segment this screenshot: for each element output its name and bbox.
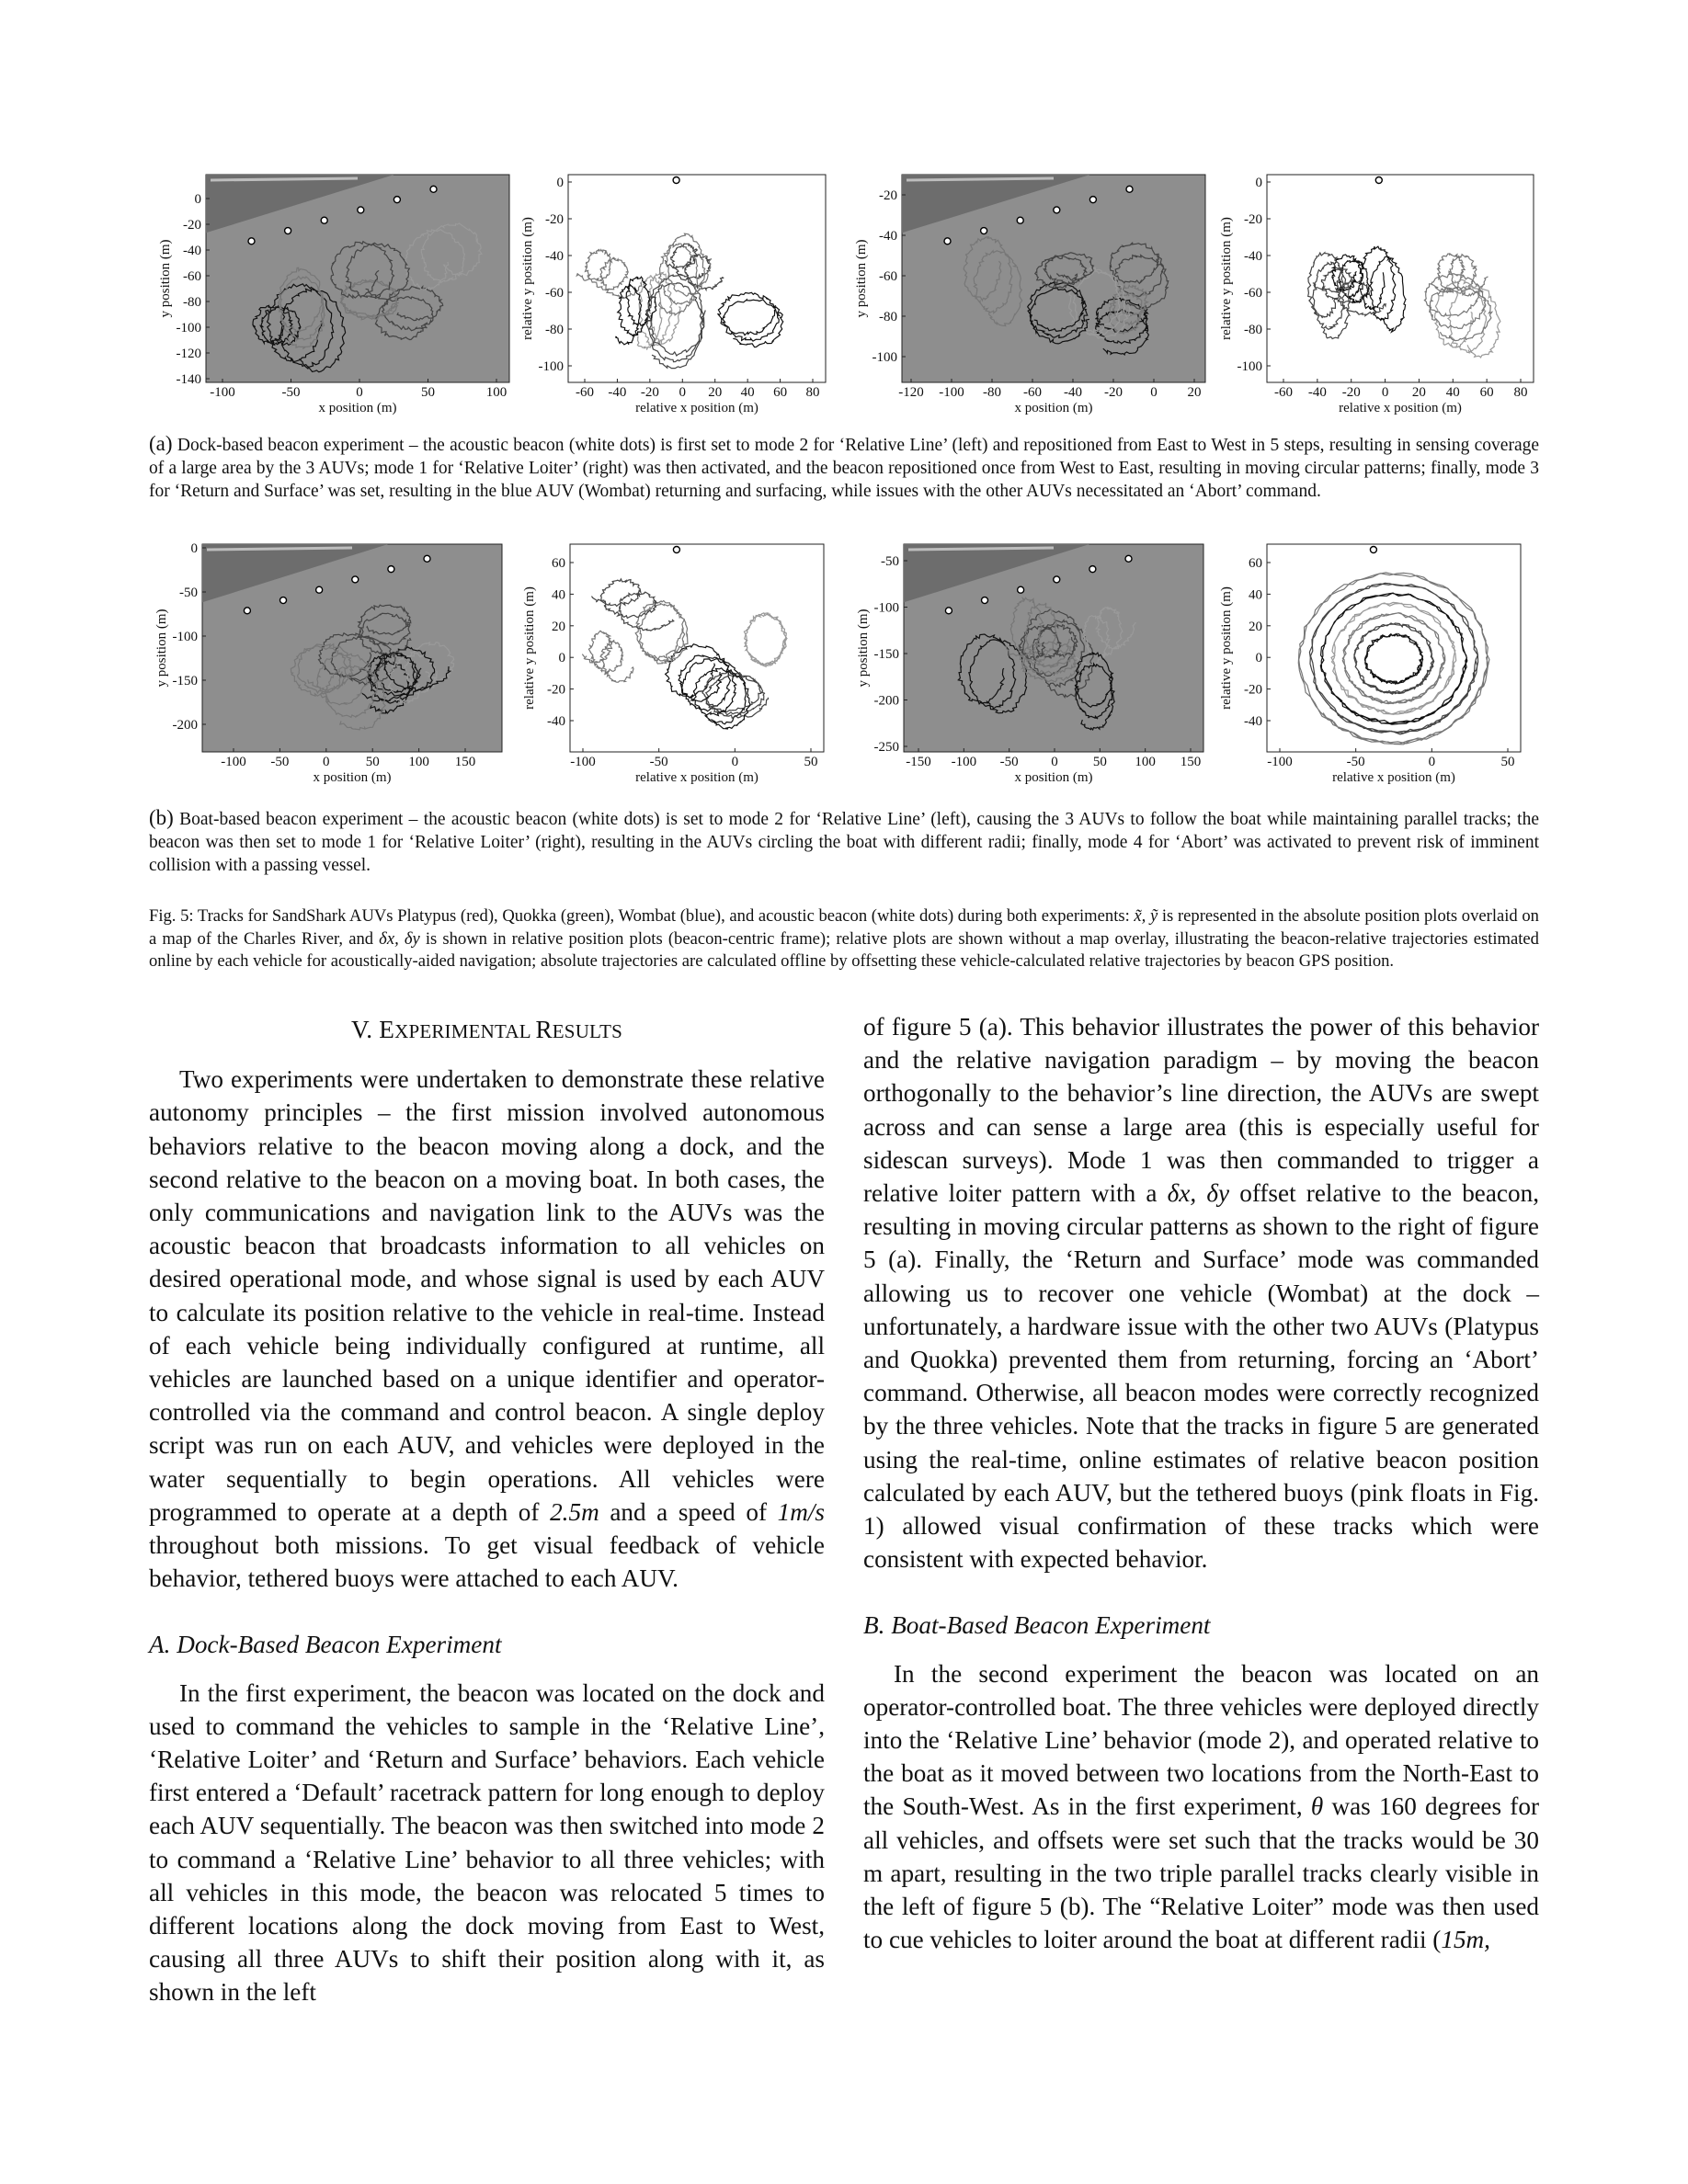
right-text-b: offset relative to the beacon, resulting in moving circular patterns as shown to the right of figure 5 (a). Finally, the ‘Return and Surface’ mode was commanded allowing us to recover one vehicle (Wombat) at the dock – unfortunately, a hardware issue with the other two AUVs (Platypus and Quokka) prevented them from returning, forcing an ‘Abort’ command. Otherwise, all beacon modes were correctly recognized by the three vehicles. Note that the tracks in figure 5 are generated using the real-time, online estimates of relative beacon position calculated by each AUV, but the tethered buoys (pink floats in Fig. 1) allowed visual confirmation of these tracks which were consistent with expected behavior. xyxy=(863,1179,1539,1574)
x-axis-label: x position (m) xyxy=(1014,770,1093,785)
figure-caption-math2: δx, δy xyxy=(379,928,420,949)
plot-a4-svg xyxy=(1212,173,1543,416)
x-tick-label: 0 xyxy=(1381,385,1389,400)
subsection-b-math-theta: θ xyxy=(1310,1792,1324,1821)
x-tick-label: -40 xyxy=(608,385,627,400)
caption-a-label: (a) xyxy=(149,432,173,455)
beacon-dot xyxy=(944,238,951,245)
dock-shape xyxy=(207,548,352,550)
beacon-dot xyxy=(321,217,327,223)
plot-b3-group xyxy=(856,544,1203,785)
x-axis-label: x position (m) xyxy=(1014,401,1093,415)
caption-b xyxy=(149,806,1539,877)
y-tick-label: 60 xyxy=(1249,556,1262,571)
x-axis-label: relative x position (m) xyxy=(635,401,758,415)
x-axis-label: relative x position (m) xyxy=(1339,401,1462,415)
subsection-b-title: B. Boat-Based Beacon Experiment xyxy=(863,1611,1211,1640)
x-tick-label: 40 xyxy=(1445,385,1460,400)
y-tick-label: -20 xyxy=(547,682,565,698)
plot-a2 xyxy=(515,173,837,416)
y-axis-label: y position (m) xyxy=(158,239,173,318)
y-tick-label: -60 xyxy=(183,269,201,284)
section-title-E: E xyxy=(379,1016,395,1043)
y-tick-label: -40 xyxy=(1244,249,1262,264)
plot-a2-svg xyxy=(515,173,837,416)
y-tick-label: -60 xyxy=(879,269,897,284)
y-tick-label: -50 xyxy=(881,554,899,569)
beacon-dot xyxy=(358,207,364,213)
y-tick-label: -40 xyxy=(183,244,201,258)
y-axis-label: y position (m) xyxy=(856,609,871,688)
plot-frame xyxy=(1267,544,1521,752)
x-axis-label: x position (m) xyxy=(313,770,392,785)
y-tick-label: -40 xyxy=(547,714,565,729)
caption-a xyxy=(149,432,1539,503)
right-column xyxy=(863,1010,1539,1956)
plot-b2 xyxy=(515,542,837,791)
plot-b1-group xyxy=(154,541,502,785)
y-tick-label: -60 xyxy=(545,286,564,301)
beacon-dot xyxy=(981,228,987,234)
y-tick-label: -50 xyxy=(179,586,198,600)
x-tick-label: -60 xyxy=(576,385,594,400)
section-number: V. xyxy=(350,1016,373,1043)
section-title-rest2: ESULTS xyxy=(552,1020,623,1042)
subsection-a-paragraph: In the first experiment, the beacon was located on the dock and used to command the vehicles to sample in the ‘Relative Line’, ‘Relative Loiter’ and ‘Return and Surface’ behaviors. Each vehicle first entered a ‘Default’ racetrack pattern for long enough to deploy each AUV sequentially. The beacon was then switched into mode 2 to command a ‘Relative Line’ behavior to all three vehicles; with all vehicles in this mode, the beacon was relocated 5 times to different locations along the dock moving from East to West, causing all three AUVs to shift their position along with it, as shown in the left xyxy=(149,1678,825,2007)
plot-b4-svg xyxy=(1212,542,1543,791)
y-tick-label: -60 xyxy=(1244,286,1262,301)
right-math-offsets: δx, δy xyxy=(1167,1179,1230,1208)
x-tick-label: -100 xyxy=(570,755,596,769)
x-tick-label: -100 xyxy=(1267,755,1293,769)
caption-b-label: (b) xyxy=(149,806,174,829)
x-tick-label: 20 xyxy=(1411,385,1426,400)
x-tick-label: -40 xyxy=(1307,385,1327,400)
y-tick-label: -100 xyxy=(872,350,897,365)
x-tick-label: -50 xyxy=(999,755,1019,769)
y-tick-label: -20 xyxy=(545,212,564,227)
subsection-b-text-a: In the second experiment the beacon was located on an operator-controlled boat. The three vehicles were deployed directly into the ‘Relative Line’ behavior (mode 2), and operated relative to the boat as it moved between two locations from the North-East to the South-West. As in the first experiment, xyxy=(863,1659,1539,1821)
beacon-dot xyxy=(1054,207,1060,213)
x-tick-label: 0 xyxy=(1051,755,1058,769)
beacon-dot xyxy=(1089,566,1096,573)
beacon-dot xyxy=(393,197,400,203)
x-tick-label: 20 xyxy=(708,385,723,400)
plot-a3 xyxy=(850,173,1218,416)
beacon-dot xyxy=(1089,197,1096,203)
figure-caption-part3: is shown in relative position plots (beacon-centric frame); relative plots are shown without a map overlay, illustrating the beacon-relative trajectories estimated online by each vehicle for acoustically-aided navigation; absolute trajectories are calculated offline by offsetting these vehicle-calculated relative trajectories by beacon GPS position. xyxy=(149,928,1539,971)
beacon-dot xyxy=(982,597,988,604)
plot-b3-svg xyxy=(850,542,1218,791)
y-tick-label: -100 xyxy=(873,600,899,616)
x-tick-label: 0 xyxy=(1428,755,1436,769)
x-tick-label: 150 xyxy=(1180,755,1202,769)
beacon-dot xyxy=(1125,555,1132,562)
dock-shape xyxy=(908,548,1054,550)
y-tick-label: 0 xyxy=(194,192,201,207)
beacon-dot xyxy=(945,608,952,614)
y-tick-label: -120 xyxy=(176,347,201,361)
x-axis-label: relative x position (m) xyxy=(635,770,758,785)
x-tick-label: -50 xyxy=(649,755,668,769)
intro-paragraph xyxy=(149,1063,825,1595)
x-tick-label: 60 xyxy=(773,385,788,400)
plot-a4-group xyxy=(1219,175,1534,415)
section-title-rest1: XPERIMENTAL xyxy=(394,1020,536,1042)
x-tick-label: 100 xyxy=(485,385,508,400)
y-axis-label: relative y position (m) xyxy=(520,217,535,340)
beacon-dot xyxy=(352,576,359,583)
subsection-b-math-radius: 15m, xyxy=(1441,1926,1490,1954)
beacon-dot xyxy=(1017,217,1023,223)
section-title-R: R xyxy=(535,1016,553,1043)
beacon-dot xyxy=(1054,576,1060,583)
plot-frame xyxy=(1267,175,1534,382)
x-axis-label: relative x position (m) xyxy=(1332,770,1455,785)
right-continuation-paragraph xyxy=(863,1010,1539,1575)
plot-a3-svg xyxy=(850,173,1218,416)
y-tick-label: 20 xyxy=(1249,619,1262,634)
y-axis-label: y position (m) xyxy=(154,609,169,688)
y-axis-label: relative y position (m) xyxy=(1219,586,1234,710)
y-tick-label: 20 xyxy=(552,619,565,634)
y-tick-label: -150 xyxy=(172,674,198,688)
subsection-b-paragraph xyxy=(863,1657,1539,1957)
x-tick-label: 150 xyxy=(454,755,476,769)
y-tick-label: -100 xyxy=(176,321,201,336)
x-tick-label: 60 xyxy=(1479,385,1494,400)
x-tick-label: 50 xyxy=(365,755,380,769)
intro-text-c: throughout both missions. To get visual feedback of vehicle behavior, tethered buoys were attached to each AUV. xyxy=(149,1531,825,1593)
y-tick-label: -20 xyxy=(1244,682,1262,698)
y-tick-label: 0 xyxy=(558,651,565,666)
plot-a1-group xyxy=(158,175,509,415)
beacon-dot xyxy=(430,186,437,192)
intro-math-speed: 1m/s xyxy=(777,1497,826,1526)
plot-b4 xyxy=(1212,542,1543,791)
x-tick-label: -20 xyxy=(1341,385,1361,400)
x-tick-label: -120 xyxy=(898,385,924,400)
y-tick-label: 0 xyxy=(1255,176,1262,190)
plot-a4 xyxy=(1212,173,1543,416)
x-tick-label: -40 xyxy=(1064,385,1082,400)
x-tick-label: 0 xyxy=(356,385,363,400)
x-tick-label: -50 xyxy=(281,385,301,400)
y-tick-label: -80 xyxy=(545,323,564,337)
subsection-b-text-b: was 160 degrees for all vehicles, and offsets were set such that the tracks would be 30 m apart, resulting in the two triple parallel tracks clearly visible in the left of figure 5 (b). The “Relative Loiter” mode was then used to cue vehicles to loiter around the boat at different radii ( xyxy=(863,1792,1539,1954)
intro-text-a: Two experiments were undertaken to demonstrate these relative autonomy principles – the first mission involved autonomous behaviors relative to the beacon moving along a dock, and the second relative to the beacon on a moving boat. In both cases, the only communications and navigation link to the AUVs was the acoustic beacon that broadcasts information to all vehicles on desired operational mode, and whose signal is used by each AUV to calculate its position relative to the vehicle in real-time. Instead of each vehicle being individually configured at runtime, all vehicles are launched based on a unique identifier and operator-controlled via the command and control beacon. A single deploy script was run on each AUV, and vehicles were deployed in the water sequentially to begin operations. All vehicles were programmed to operate at a depth of xyxy=(149,1065,825,1526)
y-tick-label: -100 xyxy=(538,359,564,374)
dock-shape xyxy=(907,178,1054,180)
beacon-dot xyxy=(248,238,255,245)
y-tick-label: -20 xyxy=(183,218,201,233)
y-tick-label: -100 xyxy=(172,630,198,644)
plot-b4-group xyxy=(1219,544,1521,785)
x-tick-label: 0 xyxy=(679,385,687,400)
left-column xyxy=(149,1013,825,2009)
y-tick-label: -20 xyxy=(879,188,897,203)
beacon-dot xyxy=(1018,586,1024,593)
x-tick-label: 50 xyxy=(1500,755,1515,769)
y-tick-label: 0 xyxy=(1255,651,1262,666)
y-tick-label: -20 xyxy=(1244,212,1262,227)
plot-b1-svg xyxy=(149,542,517,791)
y-tick-label: -250 xyxy=(873,740,899,755)
beacon-dot xyxy=(280,597,287,604)
plot-b2-svg xyxy=(515,542,837,791)
beacon-dot xyxy=(1126,186,1133,192)
y-axis-label: relative y position (m) xyxy=(522,586,537,710)
beacon-dot xyxy=(1375,177,1382,184)
right-text-a: of figure 5 (a). This behavior illustrates the power of this behavior and the relative navigation paradigm – by moving the beacon orthogonally to the behavior’s line direction, the AUVs are swept across and can sense a large area (this is especially useful for sidescan surveys). Mode 1 was then commanded to trigger a relative loiter pattern with a xyxy=(863,1013,1539,1208)
intro-math-depth: 2.5m xyxy=(550,1497,599,1526)
x-tick-label: -50 xyxy=(1346,755,1365,769)
caption-b-text: Boat-based beacon experiment – the acoustic beacon (white dots) is set to mode 2 for ‘Relative Line’ (left), causing the 3 AUVs to follow the boat while maintaining parallel tracks; the beacon was then set to mode 1 for ‘Relative Loiter’ (right), resulting in the AUVs circling the boat with different radii; finally, mode 4 for ‘Abort’ was activated to prevent risk of imminent collision with a passing vessel. xyxy=(149,810,1539,875)
plot-a1-svg xyxy=(149,173,517,416)
x-tick-label: -80 xyxy=(983,385,1001,400)
beacon-dot xyxy=(673,547,679,553)
x-tick-label: -100 xyxy=(221,755,246,769)
y-axis-label: y position (m) xyxy=(854,239,869,318)
x-tick-label: 80 xyxy=(805,385,820,400)
y-tick-label: 60 xyxy=(552,556,565,571)
x-tick-label: -60 xyxy=(1274,385,1293,400)
beacon-dot xyxy=(244,608,250,614)
x-tick-label: -100 xyxy=(210,385,235,400)
x-tick-label: -100 xyxy=(939,385,964,400)
y-tick-label: -80 xyxy=(1244,323,1262,337)
y-tick-label: -80 xyxy=(183,295,201,310)
plot-b1 xyxy=(149,542,517,791)
y-tick-label: -40 xyxy=(545,249,564,264)
y-tick-label: 0 xyxy=(190,541,198,556)
y-tick-label: -40 xyxy=(879,229,897,244)
x-tick-label: 100 xyxy=(1135,755,1156,769)
intro-text-b: and a speed of xyxy=(599,1497,778,1526)
x-tick-label: 100 xyxy=(408,755,429,769)
x-tick-label: 0 xyxy=(731,755,739,769)
plot-b2-group xyxy=(522,544,824,785)
x-tick-label: 50 xyxy=(1092,755,1107,769)
y-tick-label: -200 xyxy=(873,693,899,709)
y-tick-label: 0 xyxy=(556,176,564,190)
x-tick-label: 0 xyxy=(1150,385,1158,400)
figure-caption-math1: x̃, ỹ xyxy=(1134,906,1158,926)
y-tick-label: -100 xyxy=(1237,359,1262,374)
plot-a2-group xyxy=(520,175,826,415)
beacon-dot xyxy=(388,566,394,573)
x-tick-label: -60 xyxy=(1023,385,1042,400)
x-tick-label: 0 xyxy=(323,755,330,769)
y-axis-label: relative y position (m) xyxy=(1219,217,1234,340)
x-axis-label: x position (m) xyxy=(318,401,397,415)
y-tick-label: 40 xyxy=(1249,587,1262,603)
y-tick-label: 40 xyxy=(552,587,565,603)
dock-shape xyxy=(211,178,358,180)
plot-a3-group xyxy=(854,175,1205,415)
y-tick-label: -40 xyxy=(1244,714,1262,729)
beacon-dot xyxy=(316,586,323,593)
section-heading xyxy=(149,1013,825,1048)
subsection-a-title: A. Dock-Based Beacon Experiment xyxy=(149,1631,502,1659)
y-tick-label: -80 xyxy=(879,310,897,324)
plot-b3 xyxy=(850,542,1218,791)
x-tick-label: -20 xyxy=(1104,385,1123,400)
x-tick-label: 20 xyxy=(1187,385,1202,400)
y-tick-label: -140 xyxy=(176,372,201,387)
x-tick-label: -20 xyxy=(640,385,659,400)
figure-caption xyxy=(149,905,1539,973)
x-tick-label: -50 xyxy=(270,755,290,769)
beacon-dot xyxy=(1370,547,1376,553)
beacon-dot xyxy=(424,555,430,562)
x-tick-label: 50 xyxy=(804,755,818,769)
beacon-dot xyxy=(673,177,679,184)
x-tick-label: -100 xyxy=(951,755,977,769)
x-tick-label: 40 xyxy=(740,385,755,400)
x-tick-label: 80 xyxy=(1513,385,1528,400)
x-tick-label: -150 xyxy=(906,755,931,769)
figure-caption-part1: Fig. 5: Tracks for SandShark AUVs Platypus (red), Quokka (green), Wombat (blue), and acoustic beacon (white dots) during both experiments: xyxy=(149,906,1135,926)
beacon-dot xyxy=(285,228,291,234)
figure-caption-part2: is represented in the absolute position plots overlaid on a map of the Charles River, and xyxy=(149,906,1539,949)
y-tick-label: -200 xyxy=(172,718,198,733)
plot-a1 xyxy=(149,173,517,416)
x-tick-label: 50 xyxy=(421,385,435,400)
y-tick-label: -150 xyxy=(873,647,899,662)
caption-a-text: Dock-based beacon experiment – the acoustic beacon (white dots) is first set to mode 2 for ‘Relative Line’ (left) and repositioned from East to West in 5 steps, resulting in sensing coverage of a large area by the 3 AUVs; mode 1 for ‘Relative Loiter’ (right) was then activated, and the beacon repositioned once from West to East, resulting in moving circular patterns; finally, mode 3 for ‘Return and Surface’ was set, resulting in the blue AUV (Wombat) returning and surfacing, while issues with the other AUVs necessitated an ‘Abort’ command. xyxy=(149,436,1539,501)
